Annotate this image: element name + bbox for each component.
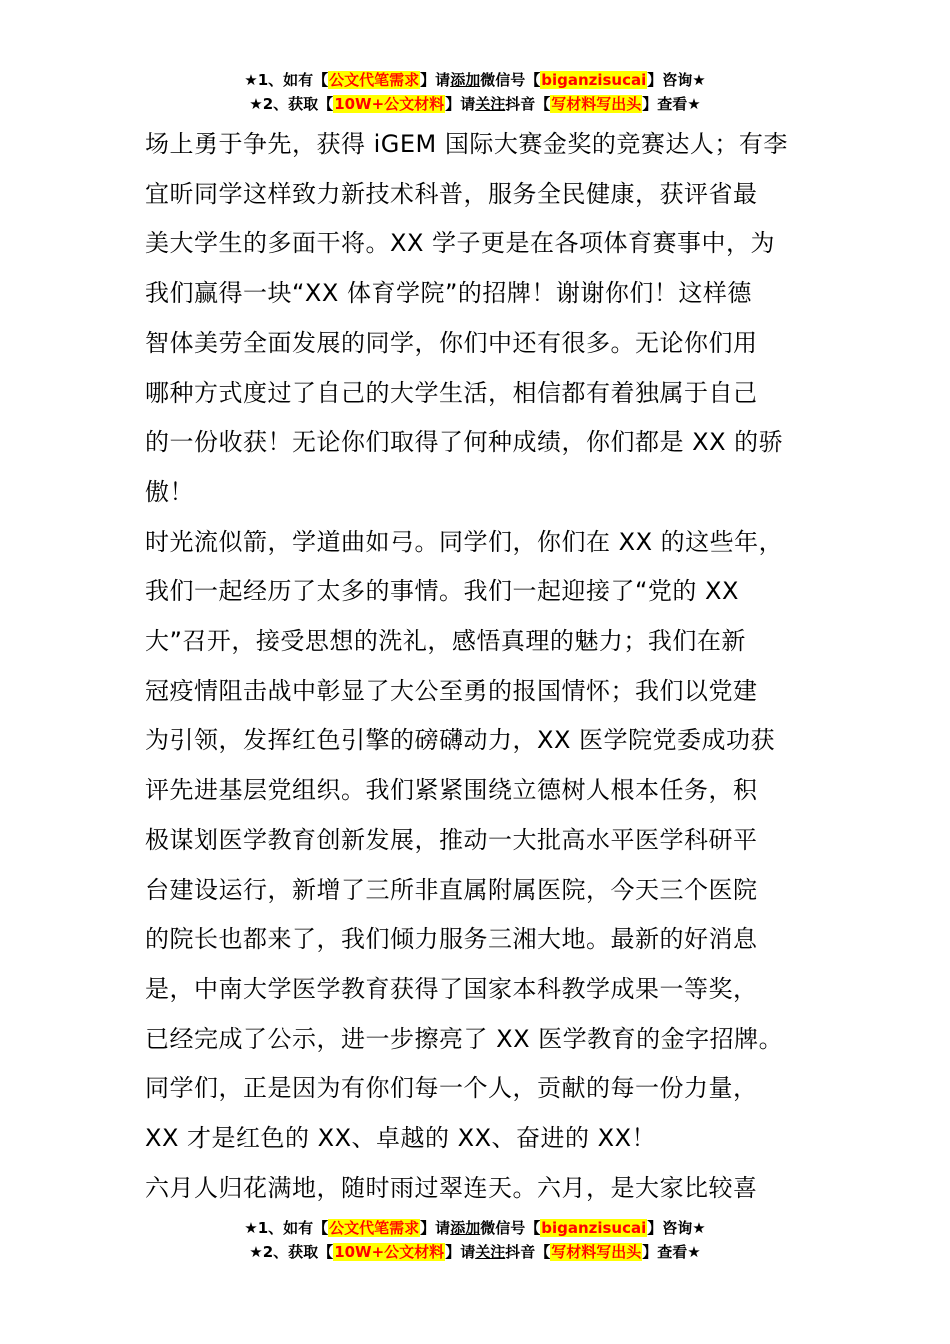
banner-line-2 <box>0 1240 950 1264</box>
banner-line-1 <box>0 68 950 92</box>
body-line: 六月人归花满地，随时雨过翠连天。六月，是大家比较喜 <box>145 1173 758 1202</box>
footer-banner <box>0 1216 950 1264</box>
body-line: 为引领，发挥红色引擎的磅礴动力，XX 医学院党委成功获 <box>145 726 776 755</box>
banner-underlined-text: 关注 <box>475 95 506 113</box>
banner-text: 抖音【 <box>505 1243 551 1261</box>
banner-underlined-text: 添加 <box>450 71 481 89</box>
body-line: 评先进基层党组织。我们紧紧围绕立德树人根本任务，积 <box>145 776 758 805</box>
banner-text: 】咨询★ <box>647 1219 706 1237</box>
body-line: 智体美劳全面发展的同学，你们中还有很多。无论你们用 <box>145 328 758 357</box>
body-line: 傲！ <box>145 477 194 506</box>
banner-text: ★2、获取【 <box>249 95 334 113</box>
highlight-service: 公文代笔需求 <box>329 1219 420 1237</box>
body-line: 的一份收获！无论你们取得了何种成绩，你们都是 XX 的骄 <box>145 428 784 457</box>
banner-text: 】咨询★ <box>647 71 706 89</box>
highlight-materials: 10W+公文材料 <box>334 1243 445 1261</box>
body-line: 我们一起经历了太多的事情。我们一起迎接了“党的 XX <box>145 577 739 606</box>
banner-text: 抖音【 <box>505 95 551 113</box>
banner-text: 】请 <box>420 71 451 89</box>
body-line: 已经完成了公示，进一步擦亮了 XX 医学教育的金字招牌。 <box>145 1024 784 1053</box>
banner-line-2 <box>0 92 950 116</box>
banner-text: 】请 <box>420 1219 451 1237</box>
body-line: 台建设运行，新增了三所非直属附属医院，今天三个医院 <box>145 875 758 904</box>
banner-text: ★1、如有【 <box>244 71 329 89</box>
body-line: 同学们，正是因为有你们每一个人，贡献的每一份力量， <box>145 1074 758 1103</box>
body-line: 美大学生的多面干将。XX 学子更是在各项体育赛事中，为 <box>145 229 776 258</box>
body-line: 的院长也都来了，我们倾力服务三湘大地。最新的好消息 <box>145 925 758 954</box>
highlight-douyin-id: 写材料写出头 <box>551 95 642 113</box>
banner-text: 微信号【 <box>480 1219 541 1237</box>
highlight-wechat-id: biganzisucai <box>541 71 647 89</box>
banner-underlined-text: 关注 <box>475 1243 506 1261</box>
banner-text: ★1、如有【 <box>244 1219 329 1237</box>
banner-text: 】查看★ <box>642 95 701 113</box>
body-line: 我们赢得一块“XX 体育学院”的招牌！谢谢你们！这样德 <box>145 279 752 308</box>
banner-text: 】查看★ <box>642 1243 701 1261</box>
header-banner <box>0 68 950 116</box>
banner-text: 】请 <box>445 95 476 113</box>
banner-text: 】请 <box>445 1243 476 1261</box>
document-body <box>145 120 835 1213</box>
body-line: XX 才是红色的 XX、卓越的 XX、奋进的 XX！ <box>145 1124 657 1153</box>
banner-line-1 <box>0 1216 950 1240</box>
body-line: 宜昕同学这样致力新技术科普，服务全民健康，获评省最 <box>145 179 758 208</box>
banner-text: ★2、获取【 <box>249 1243 334 1261</box>
banner-text: 微信号【 <box>480 71 541 89</box>
body-line: 冠疫情阻击战中彰显了大公至勇的报国情怀；我们以党建 <box>145 676 758 705</box>
body-line: 时光流似箭，学道曲如弓。同学们，你们在 XX 的这些年， <box>145 527 784 556</box>
highlight-wechat-id: biganzisucai <box>541 1219 647 1237</box>
highlight-service: 公文代笔需求 <box>329 71 420 89</box>
body-line: 哪种方式度过了自己的大学生活，相信都有着独属于自己 <box>145 378 758 407</box>
banner-underlined-text: 添加 <box>450 1219 481 1237</box>
highlight-douyin-id: 写材料写出头 <box>551 1243 642 1261</box>
body-line: 极谋划医学教育创新发展，推动一大批高水平医学科研平 <box>145 825 758 854</box>
body-line: 大”召开，接受思想的洗礼，感悟真理的魅力；我们在新 <box>145 627 746 656</box>
body-line: 是，中南大学医学教育获得了国家本科教学成果一等奖， <box>145 974 758 1003</box>
highlight-materials: 10W+公文材料 <box>334 95 445 113</box>
body-line: 场上勇于争先，获得 iGEM 国际大赛金奖的竞赛达人；有李 <box>145 130 788 158</box>
